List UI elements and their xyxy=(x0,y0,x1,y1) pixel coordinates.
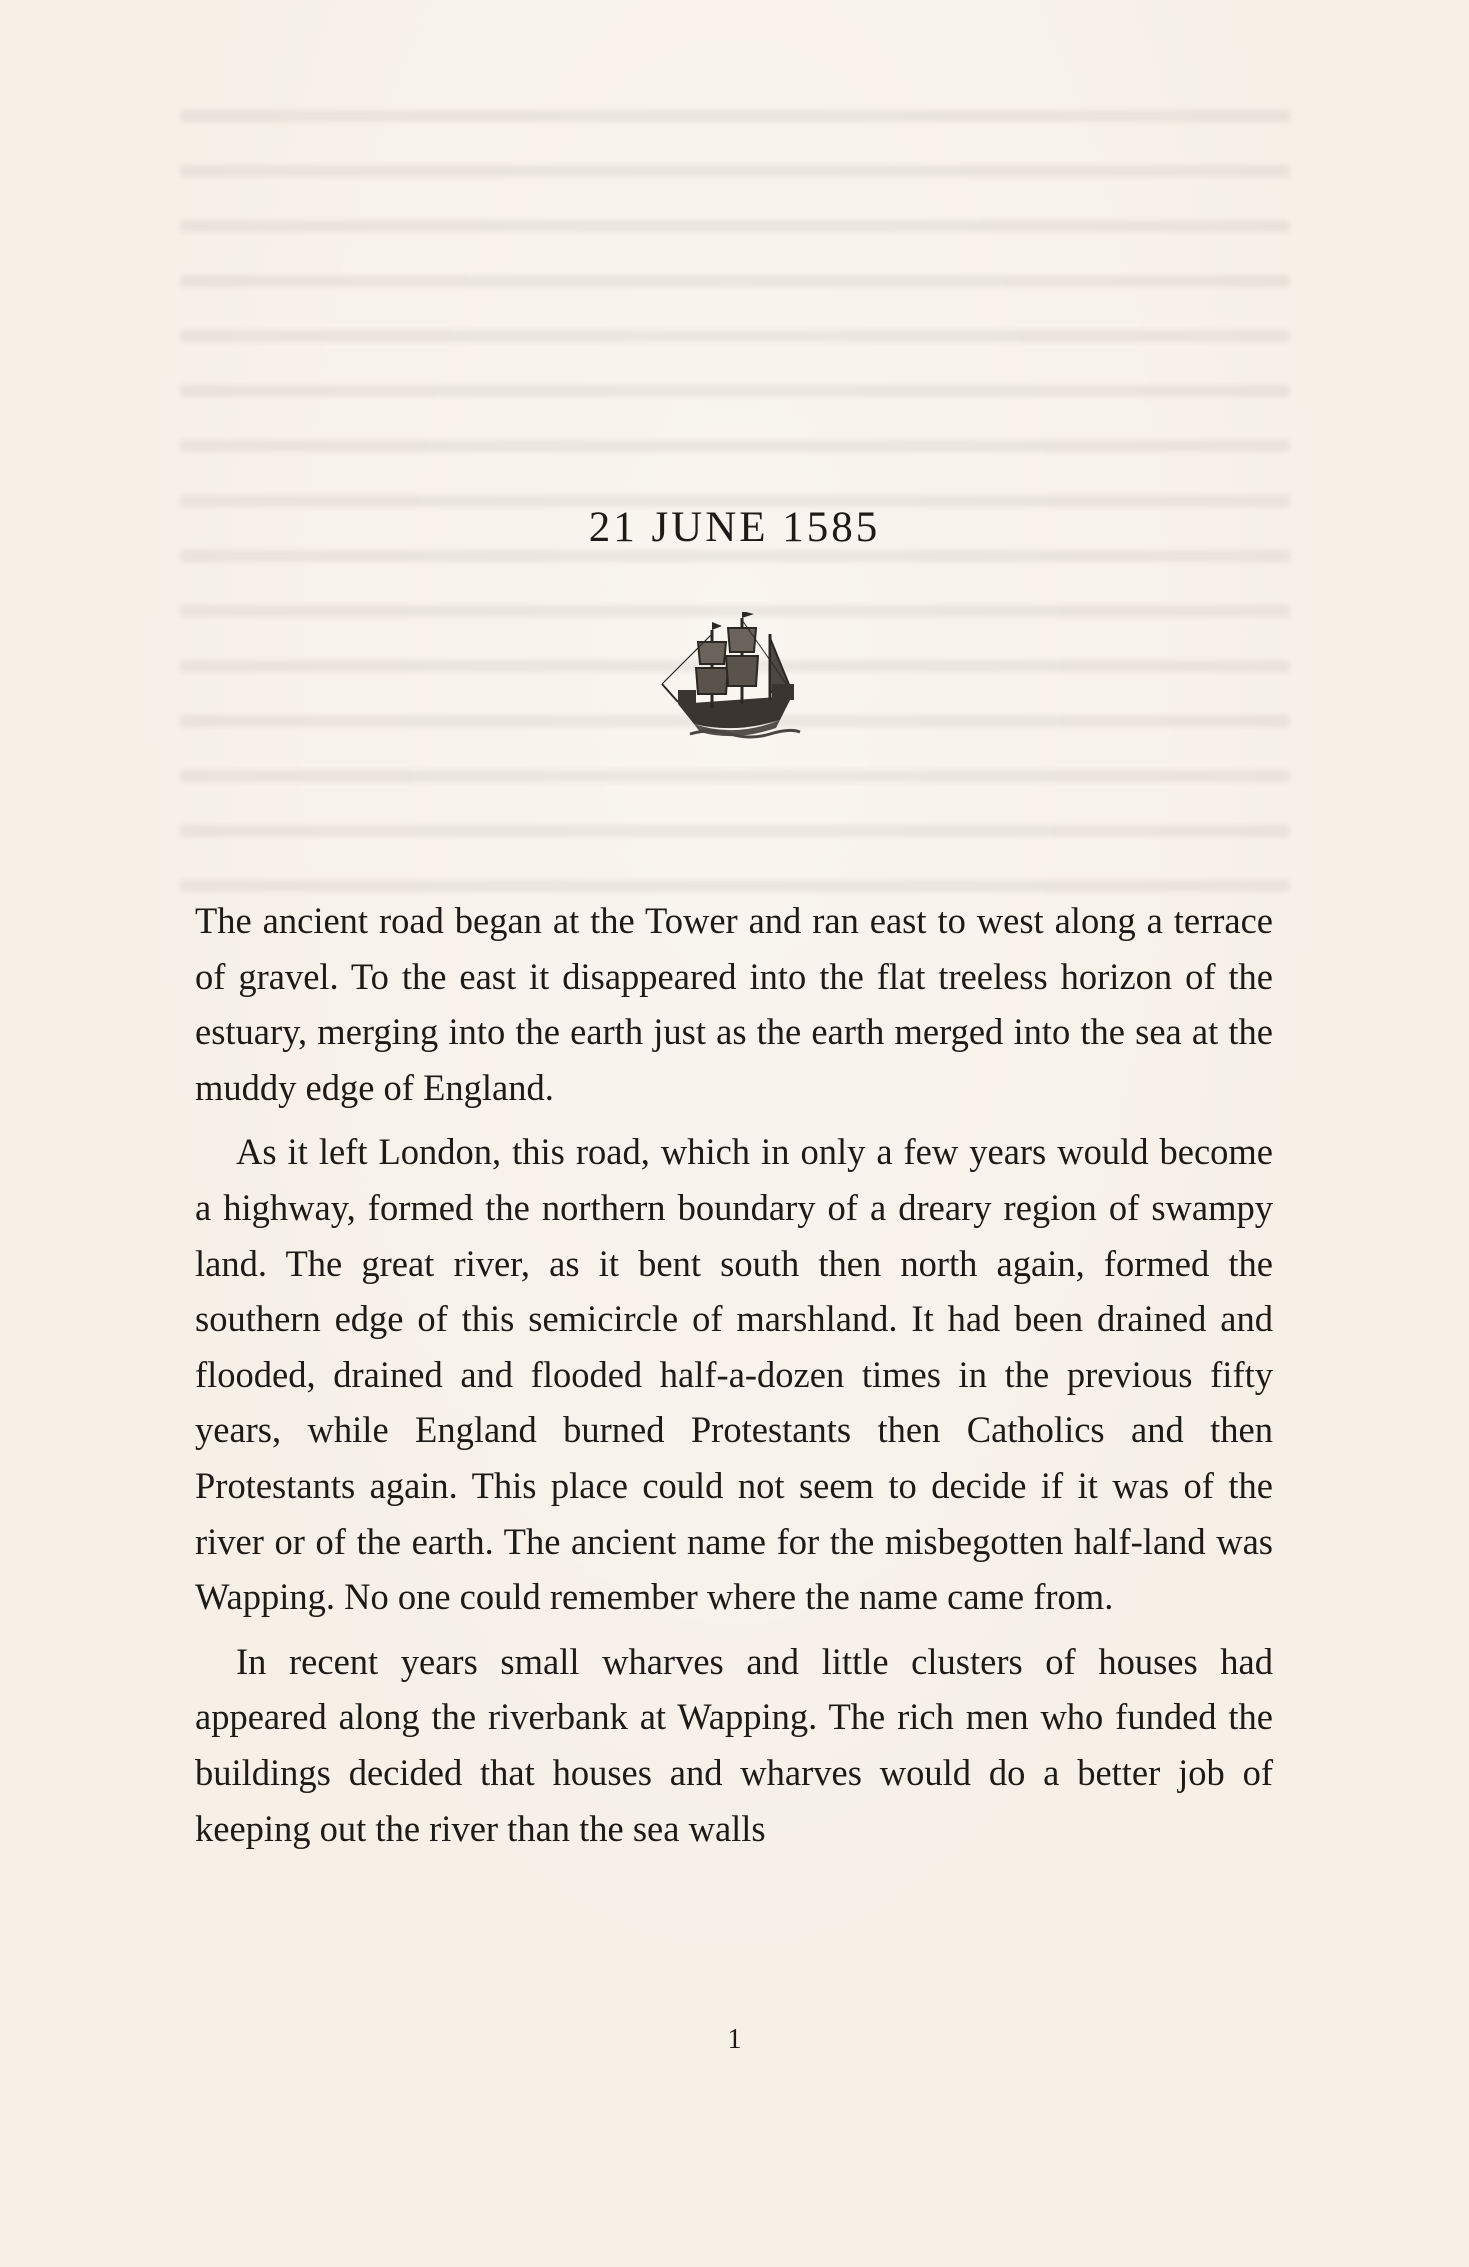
page-number: 1 xyxy=(727,2024,742,2055)
paragraph: The ancient road began at the Tower and ran east to west along a terrace of gravel. To the east it disappeared into the flat treeless horizon of the estuary, merging into the earth just as the earth merged into the sea at the muddy edge of England. xyxy=(195,900,1273,1108)
chapter-title: 21 JUNE 1585 xyxy=(588,504,881,551)
paragraph: In recent years small wharves and little clusters of houses had appeared along the riverbank at Wapping. The rich men who funded the buildings decided that houses and wharves would do a better job of keeping out the river than the sea walls xyxy=(195,1640,1273,1849)
paragraph: As it left London, this road, which in only a few years would become a highway, formed the northern boundary of a dreary region of swampy land. The great river, as it bent south then north again, formed the southern edge of this semicircle of marshland. It had been drained and flooded, drained and flooded half-a-dozen times in the previous fifty years, while England burned Protestants then Catholics and then Protestants again. This place could not seem to decide if it was of the river or of the earth. The ancient name for the misbegotten half-land was Wapping. No one could remember where the name came from. xyxy=(195,1131,1273,1618)
body-text xyxy=(195,893,1273,1865)
sailing-ship-icon xyxy=(660,612,810,747)
